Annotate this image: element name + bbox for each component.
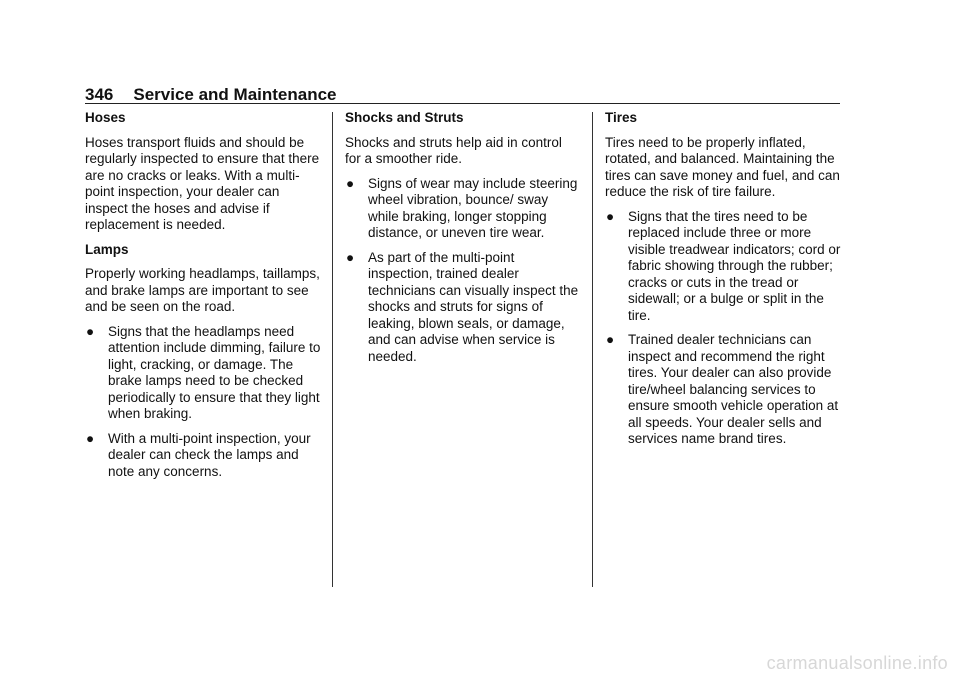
column-divider-2 — [592, 112, 593, 587]
column-2 — [345, 110, 581, 373]
section-paragraph: Hoses transport fluids and should be regularly inspected to ensure that there are no cracks or leaks. With a multi-point inspection, your dealer can inspect the hoses and advise if replacement is needed. — [85, 134, 320, 232]
page-number: 346 — [85, 85, 114, 104]
bullet-text: Signs that the tires need to be replaced include three or more visible treadwear indicators; cord or fabric showing through the rubber; cracks or cuts in the tread or sidewall; or a bulge or split in the tire. — [628, 208, 841, 323]
list-item — [85, 324, 321, 423]
bullet-icon: ● — [346, 175, 355, 191]
bullet-icon: ● — [346, 249, 355, 265]
header-divider — [85, 103, 840, 104]
list-item — [345, 176, 581, 242]
column-1 — [85, 110, 321, 488]
section-paragraph: Shocks and struts help aid in control for a smoother ride. — [345, 134, 562, 166]
section-heading: Tires — [605, 110, 638, 125]
bullet-list — [85, 324, 321, 481]
section-heading: Shocks and Struts — [345, 110, 464, 125]
list-item — [605, 332, 841, 448]
list-item — [345, 250, 581, 366]
section-lamps — [85, 242, 321, 481]
section-shocks-and-struts — [345, 110, 581, 365]
bullet-icon: ● — [86, 323, 95, 339]
section-title: Service and Maintenance — [133, 85, 337, 104]
column-divider-1 — [332, 112, 333, 587]
section-paragraph: Tires need to be properly inflated, rotated, and balanced. Maintaining the tires can save money and fuel, and can reduce the risk of tire failure. — [605, 134, 840, 199]
bullet-text: As part of the multi-point inspection, trained dealer technicians can visually inspect the shocks and struts for signs of leaking, blown seals, or damage, and can advise when service is needed. — [368, 249, 579, 364]
watermark-text: carmanualsonline.info — [766, 653, 948, 673]
section-heading: Lamps — [85, 241, 129, 257]
bullet-icon: ● — [86, 430, 95, 446]
list-item — [605, 209, 841, 325]
section-heading: Hoses — [85, 110, 126, 125]
bullet-icon: ● — [606, 332, 615, 347]
section-tires — [605, 110, 841, 448]
bullet-list — [605, 209, 841, 448]
section-hoses — [85, 110, 321, 234]
bullet-list — [345, 176, 581, 366]
bullet-text: Signs that the headlamps need attention include dimming, failure to light, cracking, or damage. The brake lamps need to be checked periodically to ensure that they light when braking. — [108, 323, 321, 421]
bullet-text: Trained dealer technicians can inspect and recommend the right tires. Your dealer can also provide tire/wheel balancing services to ensure smooth vehicle operation at all speeds. Your dealer sells and services name brand tires. — [628, 332, 839, 446]
bullet-icon: ● — [606, 208, 615, 224]
section-paragraph: Properly working headlamps, taillamps, and brake lamps are important to see and be seen on the road. — [85, 266, 320, 314]
bullet-text: With a multi-point inspection, your dealer can check the lamps and note any concerns. — [108, 430, 311, 479]
list-item — [85, 431, 321, 481]
bullet-text: Signs of wear may include steering wheel vibration, bounce/ sway while braking, longer stopping distance, or uneven tire wear. — [368, 175, 578, 240]
column-3 — [605, 110, 841, 456]
